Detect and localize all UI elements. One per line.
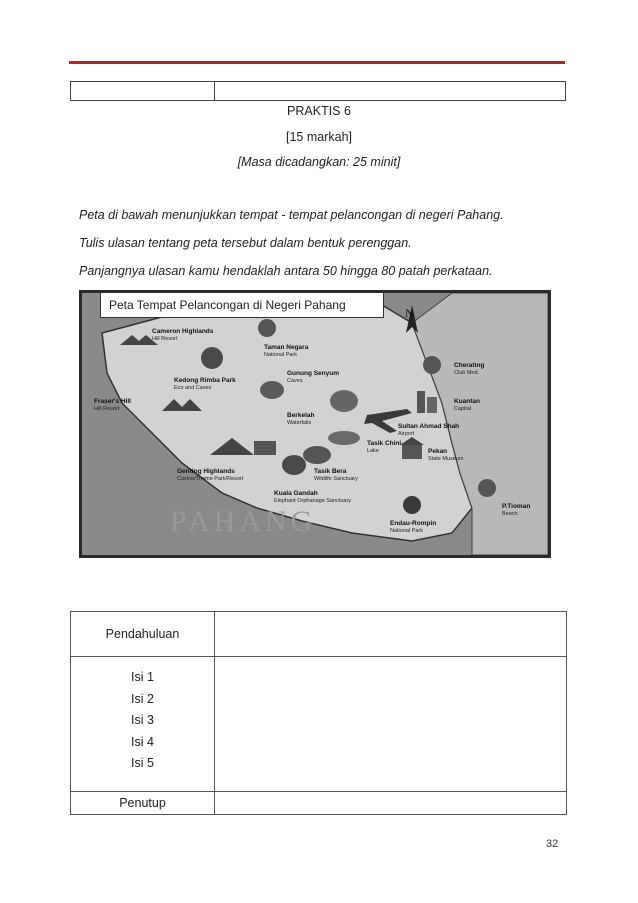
svg-text:N: N — [405, 306, 414, 320]
header-table — [70, 81, 566, 101]
closing-label: Penutup — [71, 792, 215, 815]
svg-text:Wildlife Sanctuary: Wildlife Sanctuary — [314, 476, 359, 482]
body-label-cell — [71, 657, 215, 792]
intro-answer-cell[interactable] — [215, 612, 567, 657]
svg-text:Kuantan: Kuantan — [454, 398, 480, 405]
page-number: 32 — [546, 838, 559, 850]
svg-text:Berkelah: Berkelah — [287, 412, 315, 419]
svg-text:Lake: Lake — [367, 448, 379, 454]
svg-text:National Park: National Park — [264, 352, 298, 358]
svg-text:Cameron Highlands: Cameron Highlands — [152, 328, 214, 335]
practice-title: PRAKTIS 6 — [287, 104, 351, 118]
svg-text:Gunung Senyum: Gunung Senyum — [287, 370, 339, 377]
svg-text:Genting Highlands: Genting Highlands — [177, 468, 235, 475]
marks-label: [15 markah] — [285, 130, 352, 144]
header-cell-right — [215, 82, 566, 101]
svg-text:Club Med.: Club Med. — [454, 370, 480, 376]
svg-text:Airport: Airport — [398, 431, 415, 437]
intro-label: Pendahuluan — [71, 612, 215, 657]
map-title: Peta Tempat Pelancongan di Negeri Pahang — [100, 292, 384, 318]
svg-text:Fraser's Hill: Fraser's Hill — [94, 398, 131, 405]
isi-label: Isi 2 — [131, 691, 154, 706]
time-label: [Masa dicadangkan: 25 minit] — [237, 155, 401, 169]
map-graphic — [82, 293, 548, 555]
essay-plan-table — [70, 611, 567, 815]
svg-text:Pekan: Pekan — [428, 448, 448, 455]
svg-text:Kedong Rimba Park: Kedong Rimba Park — [174, 377, 236, 384]
table-row — [71, 792, 567, 815]
header-rule — [69, 61, 565, 64]
svg-text:Elephant Orphanage Sanctuary: Elephant Orphanage Sanctuary — [274, 498, 352, 504]
svg-text:National Park: National Park — [390, 528, 424, 534]
svg-text:Taman Negara: Taman Negara — [264, 344, 309, 351]
svg-text:Hill Resort: Hill Resort — [94, 406, 120, 412]
body-answer-cell[interactable] — [215, 657, 567, 792]
svg-text:Tasik Chini: Tasik Chini — [367, 440, 402, 447]
svg-text:Sultan Ahmad Shah: Sultan Ahmad Shah — [398, 423, 460, 430]
svg-text:State Museum: State Museum — [428, 456, 464, 462]
instruction-2: Tulis ulasan tentang peta tersebut dalam bentuk perenggan. — [79, 236, 412, 250]
isi-label: Isi 3 — [131, 713, 154, 727]
svg-text:P.Tioman: P.Tioman — [502, 503, 531, 510]
svg-text:Tasik Bera: Tasik Bera — [314, 468, 347, 475]
table-row — [71, 657, 567, 792]
svg-text:Kuala Gandah: Kuala Gandah — [274, 490, 318, 497]
state-label: PAHANG — [170, 505, 317, 538]
svg-text:Eco and Caves: Eco and Caves — [174, 385, 212, 391]
isi-label: Isi 4 — [131, 734, 154, 749]
svg-text:Casino/Theme Park/Resort: Casino/Theme Park/Resort — [177, 476, 244, 482]
instruction-1: Peta di bawah menunjukkan tempat - tempat pelancongan di negeri Pahang. — [79, 208, 504, 222]
instruction-3: Panjangnya ulasan kamu hendaklah antara 50 hingga 80 patah perkataan. — [79, 264, 493, 278]
header-cell-left — [71, 82, 215, 101]
pahang-map — [79, 290, 551, 558]
svg-text:Beach: Beach — [502, 511, 518, 517]
svg-text:Waterfalls: Waterfalls — [287, 420, 312, 426]
isi-label: Isi 1 — [131, 670, 154, 684]
svg-text:Caves: Caves — [287, 378, 303, 384]
svg-text:Cherating: Cherating — [454, 362, 485, 369]
closing-answer-cell[interactable] — [215, 792, 567, 815]
svg-text:Hill Resort: Hill Resort — [152, 336, 178, 342]
isi-label: Isi 5 — [131, 756, 154, 770]
table-row — [71, 612, 567, 657]
svg-text:Endau-Rompin: Endau-Rompin — [390, 520, 437, 527]
svg-text:Capital: Capital — [454, 406, 472, 412]
